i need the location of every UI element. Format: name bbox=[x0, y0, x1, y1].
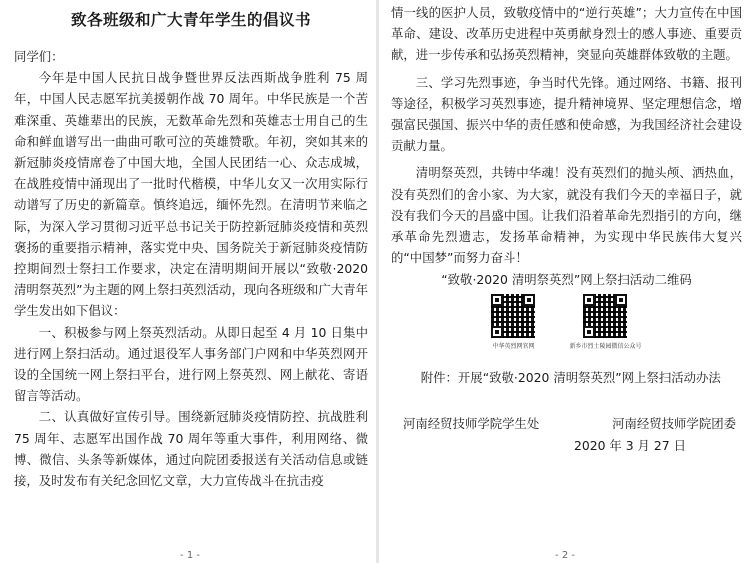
paragraph-item-2: 二、认真做好宣传引导。围绕新冠肺炎疫情防控、抗战胜利 75 周年、志愿军出国作战 70 周年等重大事件，利用网络、微博、微信、头条等新媒体，通过向院团委报送有关活动信息或链接，及时发布有关纪念回忆文章，大力宣传战斗在抗击疫 bbox=[14, 409, 368, 489]
paragraph-item-3: 三、学习先烈事迹，争当时代先锋。通过网络、书籍、报刊等途径，积极学习英烈事迹，提升精神境界、坚定理想信念，增强富民强国、振兴中华的责任感和使命感，为我国经济社会建设贡献力量。 bbox=[391, 74, 742, 154]
qr-label-website: 中华英烈网官网 bbox=[492, 343, 535, 351]
document-title: 致各班级和广大青年学生的倡议书 bbox=[70, 11, 311, 29]
qr-block-website bbox=[491, 294, 535, 350]
paragraph-item-1: 一、积极参与网上祭英烈活动。从即日起至 4 月 10 日集中进行网上祭扫活动。通过退役军人事务部门户网和中华英烈网开设的全国统一网上祭扫平台，进行网上祭英烈、网上献花、寄语留言等活动。 bbox=[14, 324, 368, 404]
signer-student-office: 河南经贸技师学院学生处 bbox=[403, 416, 540, 432]
document-date: 2020 年 3 月 27 日 bbox=[573, 438, 686, 454]
signer-youth-league: 河南经贸技师学院团委 bbox=[612, 416, 736, 432]
page-number: - 2 - bbox=[555, 550, 575, 561]
qr-code-icon[interactable] bbox=[491, 294, 535, 338]
qr-code-row bbox=[391, 294, 742, 350]
document-page-2 bbox=[379, 0, 750, 563]
qr-code-icon[interactable] bbox=[583, 294, 627, 338]
signature-row bbox=[391, 414, 742, 432]
salutation: 同学们： bbox=[14, 49, 64, 64]
attachment-line: 附件：开展“致敬·2020 清明祭英烈”网上祭扫活动办法 bbox=[420, 370, 721, 386]
paragraph-closing: 清明祭英烈，共铸中华魂！没有英烈们的抛头颅、洒热血，没有英烈们的舍小家、为大家，就没有我们今天的幸福日子，就没有我们今天的昌盛中国。让我们沿着革命先烈指引的方向，继承革命先烈遗志，发扬革命精神，为实现中华民族伟大复兴的“中国梦”而努力奋斗！ bbox=[391, 165, 742, 266]
qr-block-wechat bbox=[569, 294, 641, 350]
qr-caption: “致敬·2020 清明祭英烈”网上祭扫活动二维码 bbox=[441, 272, 692, 288]
paragraph-intro: 今年是中国人民抗日战争暨世界反法西斯战争胜利 75 周年，中国人民志愿军抗美援朝作战 70 周年。中华民族是一个苦难深重、英雄辈出的民族，无数革命先烈和英雄志士用自己的生命和鲜血谱写出一曲曲可歌可泣的英雄赞歌。年初，突如其来的新冠肺炎疫情席卷了中国大地，全国人民团结一心、众志成城，在战胜疫情中涌现出了一批时代楷模，中华儿女又一次用实际行动谱写了历史的新篇章。慎终追远，缅怀先烈。在清明节来临之际，为深入学习贯彻习近平总书记关于防控新冠肺炎疫情和英烈褒扬的重要指示精神，落实党中央、国务院关于新冠肺炎疫情防控期间烈士祭扫工作要求，决定在清明期间开展以“致敬·2020 清明祭英烈”为主题的网上祭扫英烈活动，现向各班级和广大青年学生发出如下倡议： bbox=[14, 70, 369, 319]
paragraph-item-2-continued: 情一线的医护人员，致敬疫情中的“逆行英雄”；大力宣传在中国革命、建设、改革历史进程中英勇献身烈士的感人事迹、重要贡献，进一步传承和弘扬英烈精神，突显向英雄群体致敬的主题。 bbox=[391, 5, 742, 63]
page-number: - 1 - bbox=[180, 550, 200, 561]
qr-label-wechat: 新乡市烈士陵园微信公众号 bbox=[569, 343, 642, 351]
